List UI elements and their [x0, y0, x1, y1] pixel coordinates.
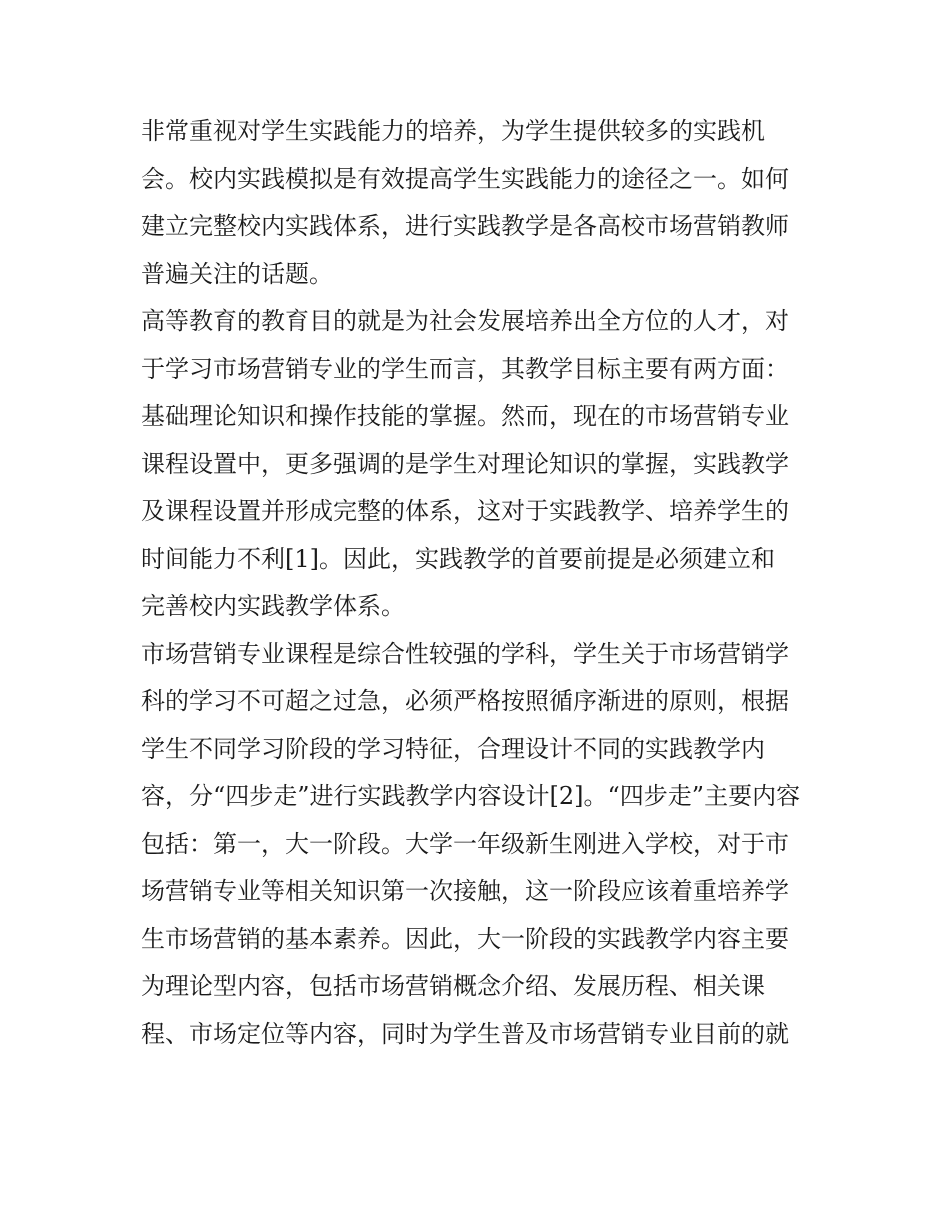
- paragraph-2: [141, 298, 821, 631]
- text-line: 科的学习不可超之过急，必须严格按照循序渐进的原则，根据: [141, 687, 789, 715]
- text-line: 包括：第一，大一阶段。大学一年级新生刚进入学校，对于市: [141, 829, 789, 858]
- text-line: 高等教育的教育目的就是为社会发展培养出全方位的人才，对: [141, 307, 789, 335]
- document-body: [141, 108, 821, 1058]
- text-line: 程、市场定位等内容，同时为学生普及市场营销专业目前的就: [141, 1019, 789, 1048]
- text-line: 非常重视对学生实践能力的培养，为学生提供较多的实践机: [141, 117, 765, 145]
- text-line: 课程设置中，更多强调的是学生对理论知识的掌握，实践教学: [141, 449, 789, 478]
- text-line: 为理论型内容，包括市场营销概念介绍、发展历程、相关课: [141, 972, 765, 1000]
- text-line: 完善校内实践教学体系。: [141, 592, 405, 620]
- paragraph-3: [141, 631, 821, 1059]
- text-line: 普遍关注的话题。: [141, 259, 333, 288]
- text-line: 学生不同学习阶段的学习特征，合理设计不同的实践教学内: [141, 734, 765, 763]
- text-line: 及课程设置并形成完整的体系，这对于实践教学、培养学生的: [141, 497, 789, 525]
- text-line: 场营销专业等相关知识第一次接触，这一阶段应该着重培养学: [141, 877, 789, 905]
- text-line: 基础理论知识和操作技能的掌握。然而，现在的市场营销专业: [141, 402, 789, 430]
- paragraph-1: [141, 108, 821, 298]
- text-line: 生市场营销的基本素养。因此，大一阶段的实践教学内容主要: [141, 924, 789, 953]
- text-line: 时间能力不利[1]。因此，实践教学的首要前提是必须建立和: [141, 544, 775, 573]
- text-line: 容，分“四步走”进行实践教学内容设计[2]。“四步走”主要内容: [141, 782, 801, 810]
- text-line: 市场营销专业课程是综合性较强的学科，学生关于市场营销学: [141, 639, 789, 668]
- text-line: 于学习市场营销专业的学生而言，其教学目标主要有两方面：: [141, 354, 789, 383]
- text-line: 建立完整校内实践体系，进行实践教学是各高校市场营销教师: [141, 212, 789, 240]
- text-line: 会。校内实践模拟是有效提高学生实践能力的途径之一。如何: [141, 164, 789, 193]
